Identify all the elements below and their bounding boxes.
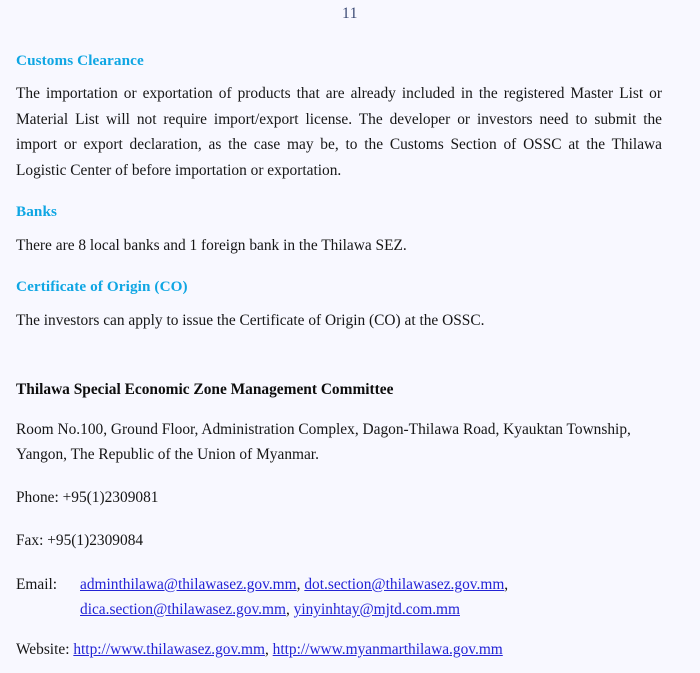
link-separator: , (296, 575, 305, 593)
contact-website-links (73, 641, 502, 658)
contact-phone: Phone: +95(1)2309081 (16, 488, 159, 506)
section-paragraph-certificate-of-origin: The investors can apply to issue the Certificate of Origin (CO) at the OSSC. (16, 311, 485, 329)
section-heading-certificate-of-origin: Certificate of Origin (CO) (16, 278, 188, 296)
link-separator: , (285, 600, 294, 618)
email-link-1[interactable]: adminthilawa@thilawasez.gov.mm (80, 575, 297, 593)
contact-email-row (16, 572, 662, 622)
contact-fax: Fax: +95(1)2309084 (16, 532, 144, 550)
link-separator: , (264, 640, 273, 658)
contact-email-links (80, 572, 662, 622)
section-paragraph-customs-clearance: The importation or exportation of products that are already included in the registered Master List or Material List will not require import/export license. The developer or investors need to submit the import or export declaration, as the case may be, to the Customs Section of OSSC at the Thilawa Logistic Center of before importation or exportation. (16, 85, 662, 179)
email-link-3[interactable]: dica.section@thilawasez.gov.mm (80, 600, 286, 618)
section-heading-customs-clearance: Customs Clearance (16, 52, 144, 69)
website-link-1[interactable]: http://www.thilawasez.gov.mm (73, 640, 265, 658)
section-heading-banks: Banks (16, 203, 58, 221)
contact-email-label: Email: (16, 575, 58, 593)
contact-website-label: Website: (16, 640, 70, 658)
email-link-4[interactable]: yinyinhtay@mjtd.com.mm (293, 600, 460, 618)
contact-block (16, 381, 662, 661)
contact-organisation-name: Thilawa Special Economic Zone Management Committee (16, 381, 394, 399)
contact-address: Room No.100, Ground Floor, Administration Complex, Dagon-Thilawa Road, Kyauktan Township, Yangon, The Republic of the Union of Myanmar. (16, 420, 631, 464)
email-link-2[interactable]: dot.section@thilawasez.gov.mm (304, 575, 505, 593)
link-separator: , (504, 575, 509, 593)
website-link-2[interactable]: http://www.myanmarthilawa.gov.mm (272, 640, 503, 658)
document-content (16, 52, 662, 662)
contact-website-row (16, 637, 662, 662)
page-number: 11 (342, 5, 358, 22)
section-paragraph-banks: There are 8 local banks and 1 foreign bank in the Thilawa SEZ. (16, 236, 407, 254)
